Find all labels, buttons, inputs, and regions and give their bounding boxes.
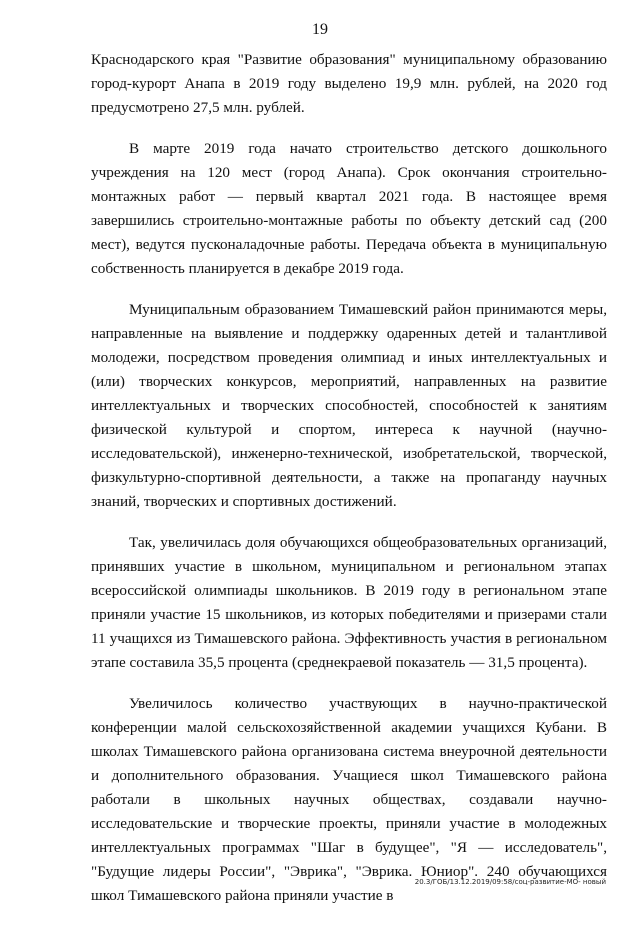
paragraph-research-conference: Увеличилось количество участвующих в научно-практической конференции малой сельскохозяйственной академии учащихся Кубани. В школах Тимашевского района организована система внеурочной деятельности и дополнительного образования. Учащиеся школ Тимашевского района работали в школьных научных обществах, создавали научно-исследовательские и творческие проекты, приняли участие в молодежных интеллектуальных программах "Шаг в будущее", "Я — исследователь", "Будущие лидеры России", "Эврика", "Эврика. Юниор". 240 обучающихся школ Тимашевского района приняли участие в (91, 695, 607, 904)
paragraph-kindergarten-construction: В марте 2019 года начато строительство детского дошкольного учреждения на 120 мест (город Анапа). Срок окончания строительно-монтажных работ — первый квартал 2021 года. В настоящее время завершились строительно-монтажные работы по объекту детский сад (200 мест), ведутся пусконаладочные работы. Передача объекта в муниципальную собственность планируется в декабре 2019 года. (91, 140, 607, 277)
document-body (91, 48, 607, 925)
document-footer-reference: 20.3/ГОБ/13.12.2019/09:58/соц-развитие-МО- новый (414, 878, 606, 886)
paragraph-funding-continuation: Краснодарского края "Развитие образования" муниципальному образованию город-курорт Анапа в 2019 году выделено 19,9 млн. рублей, на 2020 год предусмотрено 27,5 млн. рублей. (91, 51, 607, 116)
page-number: 19 (312, 21, 328, 38)
paragraph-olympiad-results: Так, увеличилась доля обучающихся общеобразовательных организаций, принявших участие в школьном, муниципальном и региональном этапах всероссийской олимпиады школьников. В 2019 году в региональном этапе приняли участие 15 школьников, из которых победителями и призерами стали 11 учащихся из Тимашевского района. Эффективность участия в региональном этапе составила 35,5 процента (среднекраевой показатель — 31,5 процента). (91, 534, 607, 671)
paragraph-gifted-children-support: Муниципальным образованием Тимашевский район принимаются меры, направленные на выявление и поддержку одаренных детей и талантливой молодежи, посредством проведения олимпиад и иных интеллектуальных и (или) творческих конкурсов, мероприятий, направленных на развитие интеллектуальных и творческих способностей, способностей к занятиям физической культурой и спортом, интереса к научной (научно-исследовательской), инженерно-технической, изобретательской, творческой, физкультурно-спортивной деятельности, а также на пропаганду научных знаний, творческих и спортивных достижений. (91, 301, 607, 510)
